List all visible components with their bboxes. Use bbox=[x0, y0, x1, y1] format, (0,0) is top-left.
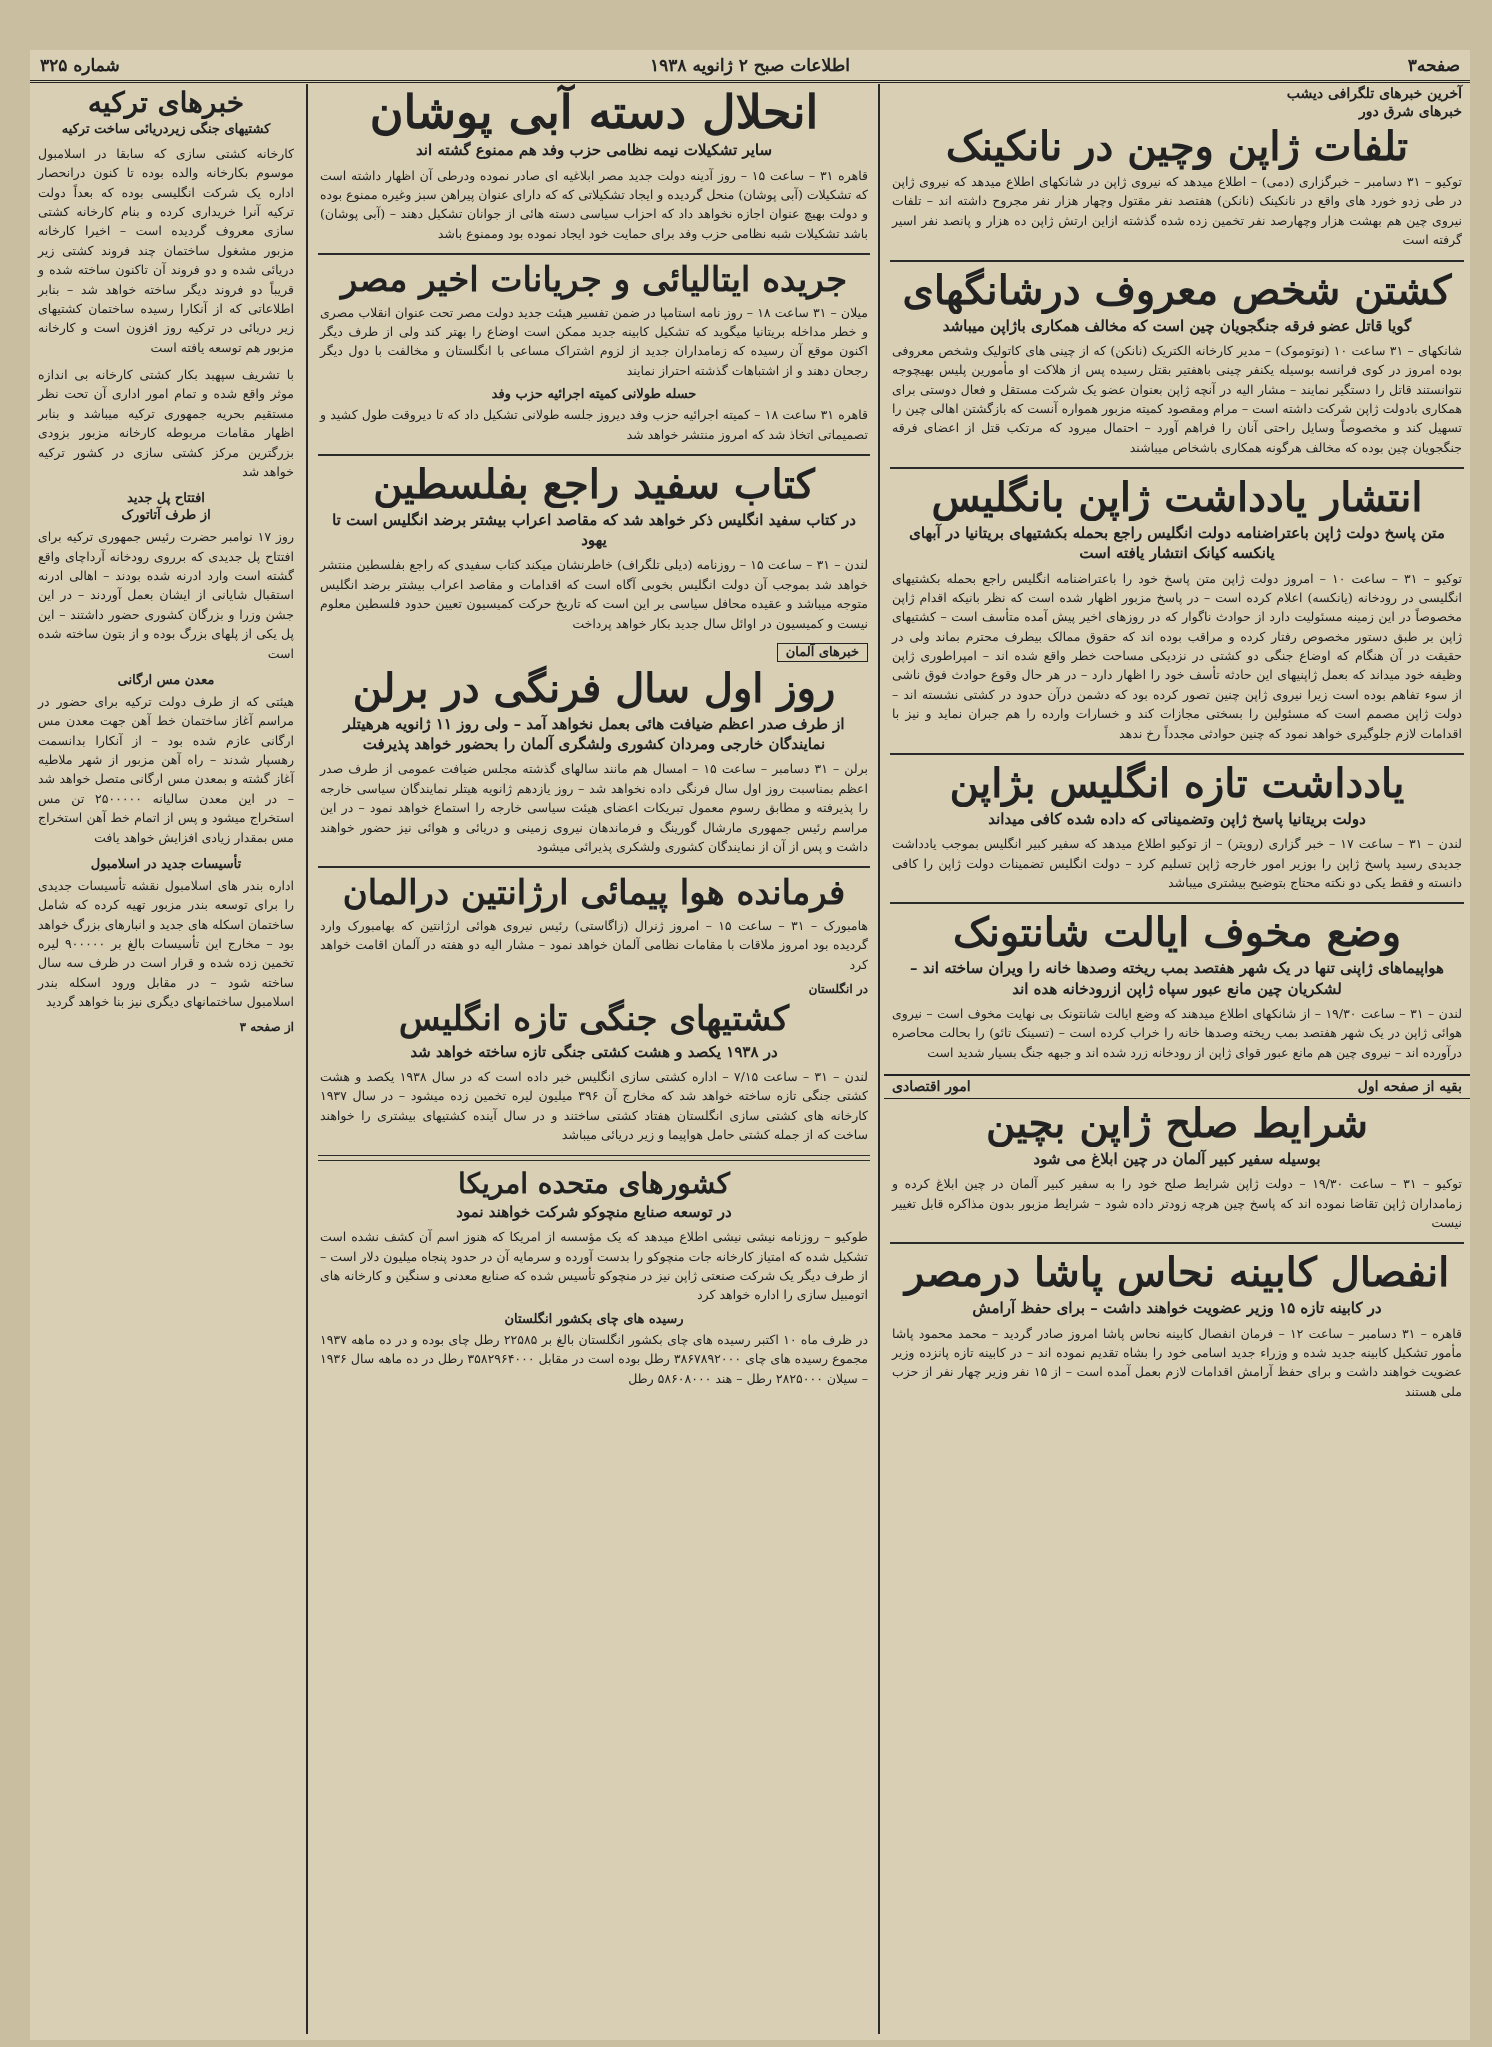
headline: کتاب سفید راجع بفلسطین bbox=[373, 460, 815, 508]
headline: انحلال دسته آبی پوشان bbox=[369, 85, 819, 139]
caption: حسله طولانی کمیته اجرائیه حزب وفد bbox=[491, 387, 697, 403]
headline: تلفات ژاپن وچین در نانکینک bbox=[945, 123, 1409, 170]
section-label: در انگلستان bbox=[808, 982, 868, 997]
column-rule bbox=[878, 84, 880, 2034]
continuation-bar bbox=[884, 1074, 1470, 1099]
section-label: خبرهای آلمان bbox=[777, 643, 868, 662]
headline: وضع مخوف ایالت شانتونک bbox=[952, 909, 1402, 957]
headline: خبرهای ترکیه bbox=[87, 86, 245, 119]
subheadline: رسیده های چای بکشور انگلستان bbox=[504, 1311, 684, 1327]
continued-label: بقیه از صفحه اول bbox=[1357, 1078, 1462, 1095]
headline: فرمانده هوا پیمائی ارژانتین درالمان bbox=[342, 873, 846, 914]
article-body: لندن – ۳۱ – ساعت ۷/۱۵ – اداره کشتی سازی انگلیس خبر داده است که در سال ۱۹۳۸ یکصد و هشت کشتی جنگی تازه ساخته خواهد شد که مخارج آن ۳۹۶ میلیون لیره تخمین زده میشود – در سال ۱۹۳۷ کارخانه های کشتی سازی انگلستان هفتاد کشتی ساختند و در سال آینده کشتیهای بیشتری را خواهند ساخت که از جمله کشتی حامل هواپیما و زیر دریائی میباشد bbox=[320, 1069, 868, 1143]
subheadline: کشتیهای جنگی زیردریائی ساخت ترکیه bbox=[61, 122, 271, 138]
article-body: طوکیو – روزنامه نیشی نیشی اطلاع میدهد که یک مؤسسه از امریکا که هنوز اسم آن کشف نشده است تشکیل شده که امتیاز کارخانه جات منچوکو را بدست آورده و سرمایه آن در حدود پنجاه میلیون دلار است – از طرف دیگر یک شرکت صنعتی ژاپن نیز در منچوکو تأسیس شده که صنایع معدنی و سنگین و کارخانه های اتومبیل سازی را اداره خواهد کرد bbox=[320, 1229, 868, 1303]
article-body: هامبورک – ۳۱ – ساعت ۱۵ – امروز ژنرال (زاگاستی) رئیس نیروی هوائی ارژانتین که بهامبورک وارد گردیده بود امروز ملاقات با مقامات نظامی آلمان خواهد نمود – مشار الیه دو هفته در آلمان اقامت خواهد کرد bbox=[320, 918, 869, 972]
headline: انفصال کابینه نحاس پاشا درمصر bbox=[904, 1249, 1450, 1297]
article-body: هیئتی که از طرف دولت ترکیه برای حضور در مراسم آغاز ساختمان خط آهن جهت معدن مس ارگانی عازم شده بود – از آنکارا بدانسمت رهسپار شدند – راه آهن مزبور از شهر ملاطیه آغاز گشته و بمعدن مس ارگانی متصل خواهد شد – در این معدن سالیانه ۲۵۰۰۰۰۰ تن مس استخراج میشود و پس از اتمام خط آهن استخراج مس بمقدار زیادی افزایش خواهد یافت bbox=[38, 693, 294, 845]
article-body: شانکهای – ۳۱ ساعت ۱۰ (نوتوموک) – مدیر کارخانه الکتریک (نانکن) که از چینی های کاتولیک وشخص معروفی بوده امروز در کوی فرانسه بوسیله یکنفر چینی باهفتیر بقتل رسیده پس از هلاکت او مأمورین پلیس بهیچوجه نتوانستند قاتل را دستگیر نمایند – مشار الیه در آنچه ژاپن بعنوان عضو یک شرکت مستقل و فعال دوستی برای همکاری بادولت ژاپن شرکت داشته است – مرام ومقصود کمیته مزبور همواره آنست که بازگشتن اهالی چین را تسهیل کند و مخصوصاً وسایل راحتی آنان را فراهم آورد – احتمال میرود که مرتکب قتل از اعضای فرقه جنگجویان چین بوده که مخالف هرگونه همکاری باشخاص میباشند bbox=[892, 342, 1463, 455]
section-label: امور اقتصادی bbox=[892, 1078, 971, 1095]
newspaper-page bbox=[30, 50, 1470, 2040]
section-label: خبرهای شرق دور bbox=[1358, 104, 1462, 120]
article-body: قاهره ۳۱ ساعت ۱۸ – کمیته اجرائیه حزب وفد دیروز جلسه طولانی تشکیل داد که تا دیروقت طول کشید و تصمیماتی اتخاذ شد که امروز منتشر خواهد شد bbox=[320, 407, 869, 442]
article-body: توکیو – ۳۱ – ساعت ۱۰ – امروز دولت ژاپن متن پاسخ خود را باعتراضنامه انگلیس راجع بحمله بکشتیهای انگلیسی در رودخانه (یانکسه) اعلام کرده است – در پاسخ مزبور اظهار شده است که نظر بانیکه اقدام ژاپن مخصوصاً در این زمینه مسئولیت دارد از حوادث ناگوار که در روزهای اخیر پیش آمده متأسف است – کشتیهای ژاپن بر طبق دستور مخصوص رفتار کرده و مراقب بوده اند که حقوق ممالک بیطرف محترم بماند ولی در حقیقت در آن هنگام که اوضاع جنگی دو کشتی در نزدیکی مساحت خطر واقع شده اند – امپراطوری ژاپن وظیفه خود میداند که بعمل ژاپنیهای این حادثه تأسف خود را اظهار دارد – در هر حال وقوع حوادث فوق ناشی از سوء تفاهم بوده است زیرا نیروی ژاپن چنین تصور کرده بود که دشمن درآن حدود در کشتی نشسته اند – دولت ژاپن مصمم است که مسئولین را بسختی مجازات کند و خسارات وارده را هم جبران نماید و نیز با اقدامات لازم جلوگیری خواهد نمود که چنین حوادثی مجدداً رخ ندهد bbox=[892, 570, 1463, 741]
headline: روز اول سال فرنگی در برلن bbox=[352, 664, 836, 712]
section-label: آخرین خبرهای تلگرافی دیشب bbox=[1286, 86, 1462, 102]
section-heading: معدن مس ارگانی bbox=[117, 672, 215, 688]
article-body: قاهره – ۳۱ دسامبر – ساعت ۱۲ – فرمان انفصال کابینه نحاس پاشا امروز صادر گردید – محمد محمود پاشا مأمور تشکیل کابینه جدید شده و وزراء جدید اسامی خود را بشاه تقدیم نموده اند – در کابینه تازه پانزده وزیر عضویت خواهند داشت و برای حفظ آرامش اقدامات لازم بعمل آمده است – از ۱۵ نفر وزیر چهار نفر از حزب ملی هستند bbox=[892, 1325, 1462, 1399]
subheadline: بوسیله سفیر کبیر آلمان در چین ابلاغ می شود bbox=[1033, 1149, 1321, 1168]
headline: یادداشت تازه انگلیس بژاپن bbox=[949, 759, 1405, 807]
article-body: لندن – ۳۱ – ساعت ۱۵ – روزنامه (دیلی تلگراف) خاطرنشان میکند کتاب سفیدی که راجع بفلسطین منتشر خواهد شد بموجب آن دولت انگلیس بخوبی آگاه است که اقدامات و مقاصد اعراب بیشتر برضد انگلیس متوجه میباشد و عقیده محافل سیاسی بر این است که تاریخ حرکت کمیسیون تعیین حدود فلسطین معلوم نیست و کمیسیون در اوائل سال جدید بکار خواهد پرداخت bbox=[320, 557, 868, 631]
headline: انتشار یادداشت ژاپن بانگلیس bbox=[931, 474, 1423, 521]
column-rule bbox=[306, 84, 308, 2034]
section-heading: تأسیسات جدید در اسلامبول bbox=[90, 856, 242, 872]
subheadline: متن پاسخ دولت ژاپن باعتراضنامه دولت انگلیس راجع بحمله بکشتیهای بریتانیا در آبهای یانکسه کیانک انتشار یافته است bbox=[909, 524, 1445, 563]
subheadline: سایر تشکیلات نیمه نظامی حزب وفد هم ممنوع گشته اند bbox=[415, 141, 773, 160]
left-column bbox=[30, 84, 302, 2034]
continued-label: از صفحه ۳ bbox=[239, 1019, 294, 1034]
right-column bbox=[884, 84, 1470, 2034]
subheadline: از طرف صدر اعظم ضیافت هائی بعمل نخواهد آمد – ولی روز ۱۱ ژانویه هرهیتلر نمایندگان خارجی ومردان کشوری ولشگری آلمان را بحضور خواهد پذیرفت bbox=[343, 714, 845, 754]
masthead-date: اطلاعات صبح ۲ ژانویه ۱۹۳۸ bbox=[650, 56, 850, 76]
page-header bbox=[30, 50, 1470, 83]
article-body: توکیو – ۳۱ – ساعت ۱۹/۳۰ – دولت ژاپن شرایط صلح خود را به سفیر کبیر آلمان در چین ابلاغ کرده و زمامداران ژاپن تقاضا نموده اند که پاسخ چین هرچه زودتر داده شود – شرایط مزبور بدون مذاکره قابل تغییر نیست bbox=[892, 1176, 1462, 1230]
page-label: صفحه۳ bbox=[1407, 56, 1460, 76]
article-body: لندن – ۳۱ – ساعت ۱۹/۳۰ – از شانکهای اطلاع میدهند که وضع ایالت شانتونک بی نهایت مخوف است – نیروی هوائی ژاپن در یک شهر هفتصد بمب ریخته وصدها خانه را خراب کرده است – (تسینک تائو) را بحالت محاصره درآورده اند – نیروی چین هم مانع عبور قوای ژاپن از رودخانه زرد شده اند و جبهه جنگ بسیار شدید است bbox=[892, 1005, 1462, 1060]
issue-number: شماره ۳۲۵ bbox=[40, 56, 120, 76]
article-body: با تشریف سپهبد بکار کشتی کارخانه بی اندازه موثر واقع شده و تمام امور اداری آن تحت نظر مستقیم بحریه جمهوری ترکیه میباشد و بنابر اظهار مقامات مربوطه کارخانه مزبور بزودی بزرگترین مرکز کشتی سازی در کشور ترکیه خواهد شد bbox=[38, 367, 294, 479]
headline: جریده ایتالیائی و جریانات اخیر مصر bbox=[340, 260, 848, 301]
subheadline: هواپیماهای ژاپنی تنها در یک شهر هفتصد بمب ریخته وصدها خانه را ویران ساخته اند – لشکریان چین مانع عبور سپاه ژاپن ازرودخانه هده اند bbox=[910, 959, 1444, 998]
subheadline: در توسعه صنایع منچوکو شرکت خواهند نمود bbox=[456, 1203, 732, 1221]
subheadline: در ۱۹۳۸ یکصد و هشت کشتی جنگی تازه ساخته خواهد شد bbox=[410, 1042, 778, 1061]
article-body: در ظرف ماه ۱۰ اکتبر رسیده های چای بکشور انگلستان بالغ بر ۲۲۵۸۵ رطل چای بوده و در ده ماهه ۱۹۳۷ مجموع رسیده های چای ۳۸۶۷۸۹۲۰۰۰ رطل بوده است در مقابل ۳۵۸۲۹۶۴۰۰۰ رطل در ده ماهه سال ۱۹۳۶ – سیلان ۲۸۲۵۰۰۰ رطل – هند ۵۸۶۰۸۰۰۰ رطل bbox=[320, 1331, 869, 1386]
article-body: قاهره ۳۱ – ساعت ۱۵ – روز آدینه دولت جدید مصر ابلاغیه ای صادر نموده ودرطی آن اظهار داشته است که تشکیلات (آبی پوشان) منحل گردیده و ایجاد تشکیلاتی که که دارای عنوان پیراهن سبز وغیره ممنوع بوده و دولت بهیچ عنوان اجازه نخواهد داد که احزاب سیاسی دسته هائی از جوانان تشکیل دهند – (آبی پوشان) باشد تشکیلات شبه نظامی حزب وفد برای حمایت خود ایجاد نموده بود وممنوع باشد bbox=[320, 167, 869, 241]
article-body: برلن – ۳۱ دسامبر – ساعت ۱۵ – امسال هم مانند سالهای گذشته مجلس ضیافت عمومی از طرف صدر اعظم بمناسبت روز اول سال فرنگی داده نخواهد شد – روز یازدهم ژانویه هیتلر نمایندگان سیاسی خارجه را پذیرفته و مطابق رسوم معمول تبریکات اعضای هیئت سیاسی خارجه را استماع خواهد نمود – در این مراسم رئیس جمهوری مارشال گورینگ و فرماندهان نیروی زمینی و دریائی و هوائی نیز حضور خواهند داشت و پس از آن از نمایندگان کشوری ولشکری پذیرائی میشود bbox=[320, 761, 869, 854]
subheadline: در کابینه تازه ۱۵ وزیر عضویت خواهند داشت – برای حفظ آرامش bbox=[972, 1299, 1382, 1318]
article-body: میلان – ۳۱ ساعت ۱۸ – روز نامه استامپا در ضمن تفسیر هیئت جدید دولت مصر تحت عنوان انقلاب مصری و خطر مداخله بریتانیا میگوید که تشکیل کابینه جدید ممکن است اوضاع را بهتر کند ولی از طرف دیگر اکنون موقع آن رسیده که زمامداران جدید از لزوم اشتراک مساعی با انگلستان و مخالفت با دول دیگر رجحان دهند و از اشتباهات گذشته احتراز نمایند bbox=[320, 304, 869, 378]
headline: شرایط صلح ژاپن بچین bbox=[985, 1099, 1369, 1147]
subheadline: دولت بریتانیا پاسخ ژاپن وتضمیناتی که داده شده کافی میداند bbox=[988, 809, 1366, 828]
headline: کشتیهای جنگی تازه انگلیس bbox=[398, 999, 790, 1040]
article-body: توکیو – ۳۱ دسامبر – خبرگزاری (دمی) – اطلاع میدهد که نیروی ژاپن در شانکهای اطلاع میدهد که نیروی ژاپن در طی زدو خورد های واقع در نانکینک (نانکن) هفتصد نفر مقتول وچهار هزار نفر مجروح داشته اند – تلفات نیروی چین هم بهشت هزار وچهارصد نفر تخمین زده شده گذشته ازاین ارتش ژاپن ده هزار و پانصد نفر اسیر گرفته است bbox=[892, 174, 1462, 248]
subheadline: گویا قاتل عضو فرقه جنگجویان چین است که مخالف همکاری باژاپن میباشد bbox=[942, 316, 1412, 335]
article-body: روز ۱۷ نوامبر حضرت رئیس جمهوری ترکیه برای افتتاح پل جدیدی که برروی رودخانه آرداچای واقع گشته است وارد ادرنه شده بودند – اهالی ادرنه استقبال شایانی از ایشان بعمل آوردند – در این جشن وزرا و بزرگان کشوری حضور داشتند – این پل یکی از پلهای بزرگ بوده و از بتون ساخته شده است bbox=[38, 529, 294, 661]
section-heading: از طرف آتاتورک bbox=[121, 508, 211, 524]
article-body: لندن – ۳۱ – ساعت ۱۷ – خبر گزاری (رویتر) – از توکیو اطلاع میدهد که سفیر کبیر انگلیس بموجب یادداشت جدیدی رسید پاسخ ژاپن را بوزیر امور خارجه ژاپن تسلیم کرد – دولت انگلیس تضمینات دولت ژاپن را کافی دانسته و فقط یکی دو نکته محتاج بتوضیح بیشتری میباشد bbox=[892, 836, 1462, 890]
subheadline: در کتاب سفید انگلیس ذکر خواهد شد که مقاصد اعراب بیشتر برضد انگلیس است تا یهود bbox=[332, 510, 856, 550]
article-body: اداره بندر های اسلامبول نقشه تأسیسات جدیدی را برای توسعه بندر مزبور تهیه کرده که شامل ساختمان اسکله های جدید و انبارهای بزرگ خواهد بود – مخارج این تأسیسات بالغ بر ۹۰۰۰۰۰ لیره تخمین زده شده و قرار است در ظرف سه سال ساخته شود – در مقابل ورود اسکله بندر اسلامبول ساختمانهای دیگری نیز بنا خواهد گردید bbox=[38, 877, 294, 1010]
headline: کشتن شخص معروف درشانگهای bbox=[902, 266, 1452, 314]
article-body: کارخانه کشتی سازی که سابقا در اسلامبول موسوم بکارخانه والده بوده تا کنون درانحصار اداره یک شرکت انگلیسی بوده که بعداً دولت ترکیه آنرا خریداری کرده و بنام کارخانه کشتی سازی معروف گردیده است – اخیرا کارخانه مزبور مشغول ساختمان چند فروند کشتی زیر دریائی شده و دو فروند آن تاکنون ساخته شده و قریباً دو فروند دیگر ساخته خواهد شد – بنابر اطلاعاتی که از آنکارا رسیده ساختمان کشتیهای زیر دریائی در ترکیه روز افزون است و کارخانه مزبور هم توسعه یافته است bbox=[38, 145, 294, 355]
headline: کشورهای متحده امریکا bbox=[458, 1166, 730, 1200]
section-heading: افتتاح پل جدید bbox=[127, 491, 205, 507]
middle-column bbox=[312, 84, 876, 2034]
